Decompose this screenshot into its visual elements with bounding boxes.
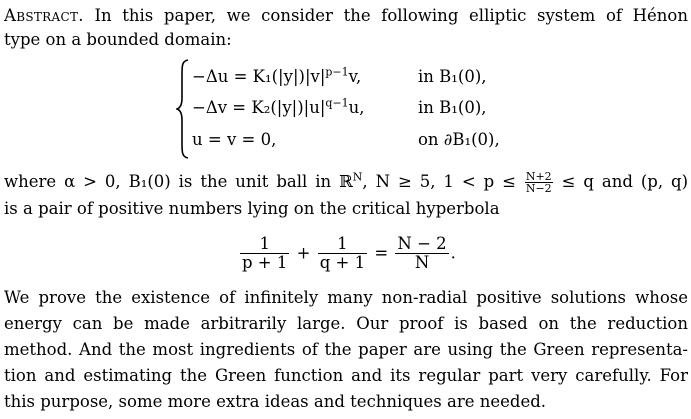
equals-sign: =	[374, 243, 389, 263]
fraction-2-numerator: 1	[318, 235, 367, 254]
paragraph-line-4: tion and estimating the Green function and its regular part very carefully. For	[4, 366, 688, 385]
abstract-heading: Abstract.	[4, 6, 84, 25]
abstract-line-2: type on a bounded domain:	[4, 30, 232, 49]
row2-exponent: q−1	[325, 96, 349, 110]
system-row-2	[192, 96, 487, 120]
fraction-3	[395, 235, 448, 272]
equation-period: .	[450, 243, 456, 263]
system-row-3	[192, 128, 500, 152]
system-row-1	[192, 65, 487, 89]
elliptic-system	[176, 58, 536, 160]
fraction-3-numerator: N − 2	[397, 234, 447, 253]
paragraph-line-3: method. And the most ingredients of the paper are using the Green representa-	[4, 340, 688, 359]
fraction-2	[318, 235, 367, 272]
fraction-1-denominator: p + 1	[242, 253, 288, 272]
inline-fraction-numerator: N+2	[525, 170, 552, 183]
row1-lhs: −Δu = K₁(|y|)|v|	[192, 67, 326, 86]
left-brace	[176, 58, 190, 160]
critical-hyperbola-equation	[238, 228, 456, 278]
line3-part-b: , N ≥ 5, 1 < p ≤	[362, 172, 516, 191]
line3-part-c: ≤ q and (p, q)	[561, 172, 689, 191]
row1-domain: in B₁(0),	[418, 67, 487, 86]
line3-part-a: where α > 0, B₁(0) is the unit ball in ℝ	[4, 172, 353, 191]
plus-sign: +	[296, 243, 311, 263]
paragraph-line-2: energy can be made arbitrarily large. Our proof is based on the reduction	[4, 314, 688, 333]
paragraph-line-5: this purpose, some more extra ideas and techniques are needed.	[4, 392, 547, 411]
row2-domain: in B₁(0),	[418, 98, 487, 117]
abstract-line-3	[4, 170, 688, 194]
inline-fraction-denominator: N−2	[525, 182, 552, 195]
line3-superscript: N	[352, 170, 363, 184]
fraction-1-numerator: 1	[240, 235, 289, 254]
abstract-line-4: is a pair of positive numbers lying on the critical hyperbola	[4, 199, 500, 218]
abstract-line-1-text: In this paper, we consider the following elliptic system of Hénon	[83, 6, 688, 25]
row1-tail: v,	[348, 67, 362, 86]
fraction-3-denominator: N	[414, 253, 430, 272]
row1-exponent: p−1	[325, 65, 349, 79]
row2-tail: u,	[348, 98, 365, 117]
row3-lhs: u = v = 0,	[192, 130, 277, 149]
paragraph-line-1: We prove the existence of infinitely many non-radial positive solutions whose	[4, 288, 688, 307]
row2-lhs: −Δv = K₂(|y|)|u|	[192, 98, 326, 117]
row3-domain: on ∂B₁(0),	[418, 130, 500, 149]
fraction-2-denominator: q + 1	[319, 253, 366, 272]
fraction-1	[240, 235, 289, 272]
inline-fraction	[525, 171, 553, 194]
abstract-line-1	[4, 4, 688, 28]
